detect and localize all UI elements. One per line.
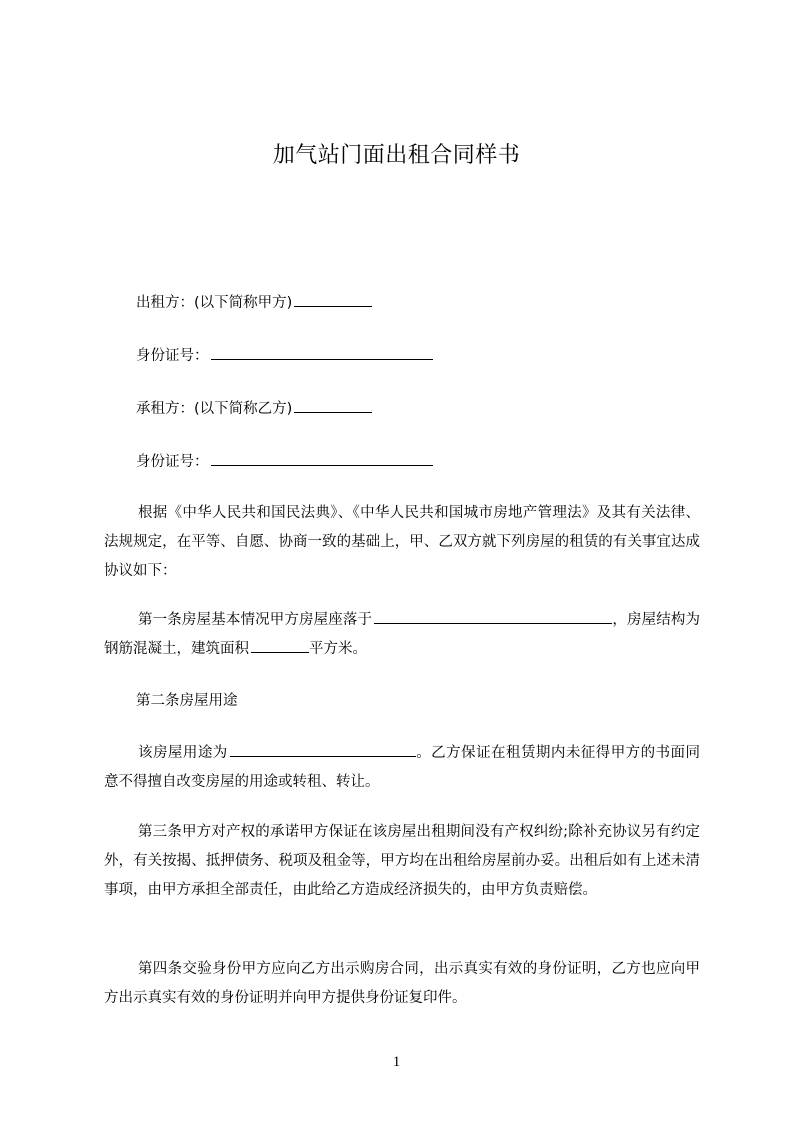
lessor-id-line xyxy=(136,343,433,368)
lessor-id-blank[interactable] xyxy=(211,343,433,360)
article-2-text-1: 该房屋用途为 xyxy=(138,745,228,761)
lessor-id-label: 身份证号： xyxy=(136,348,209,364)
lessor-name-blank[interactable] xyxy=(294,290,372,307)
preamble-paragraph: 根据《中华人民共和国民法典》、《中华人民共和国城市房地产管理法》及其有关法律、法规规定，在平等、自愿、协商一致的基础上，甲、乙双方就下列房屋的租赁的有关事宜达成协议如下： xyxy=(104,505,700,579)
article-2-heading: 第二条房屋用途 xyxy=(136,693,238,709)
lessee-name-blank[interactable] xyxy=(294,396,372,413)
article-2-paragraph xyxy=(104,739,700,797)
building-area-blank[interactable] xyxy=(251,638,309,653)
article-1-text-1: 第一条房屋基本情况甲方房屋座落于 xyxy=(138,612,373,628)
article-1-paragraph xyxy=(104,606,700,664)
lessee-id-line xyxy=(136,449,433,474)
property-location-blank[interactable] xyxy=(374,609,612,624)
page-number: 1 xyxy=(392,1054,401,1070)
article-2-text-2: 。乙方保证在租赁期内未征得甲方的书面同意不得擅自改变房屋的用途或转租、转让。 xyxy=(104,745,701,790)
lessor-label: 出租方：(以下简称甲方) xyxy=(136,295,293,311)
article-1-text-2: ，房屋结构为钢筋混凝土，建筑面积 xyxy=(104,612,701,657)
lessee-id-label: 身份证号： xyxy=(136,454,209,470)
article-1-text-3: 平方米。 xyxy=(309,641,367,657)
lessor-line xyxy=(136,290,372,315)
article-4-paragraph: 第四条交验身份甲方应向乙方出示购房合同，出示真实有效的身份证明，乙方也应向甲方出示真实有效的身份证明并向甲方提供身份证复印件。 xyxy=(104,961,700,1006)
lessee-id-blank[interactable] xyxy=(211,449,433,466)
lessee-label: 承租方：(以下简称乙方) xyxy=(136,401,293,417)
property-use-blank[interactable] xyxy=(230,742,416,757)
document-title: 加气站门面出租合同样书 xyxy=(272,143,521,168)
article-3-paragraph: 第三条甲方对产权的承诺甲方保证在该房屋出租期间没有产权纠纷;除补充协议另有约定外，有关按揭、抵押债务、税项及租金等，甲方均在出租给房屋前办妥。出租后如有上述未清事项，由甲方承担全部责任，由此给乙方造成经济损失的，由甲方负责赔偿。 xyxy=(104,824,700,898)
lessee-line xyxy=(136,396,372,421)
